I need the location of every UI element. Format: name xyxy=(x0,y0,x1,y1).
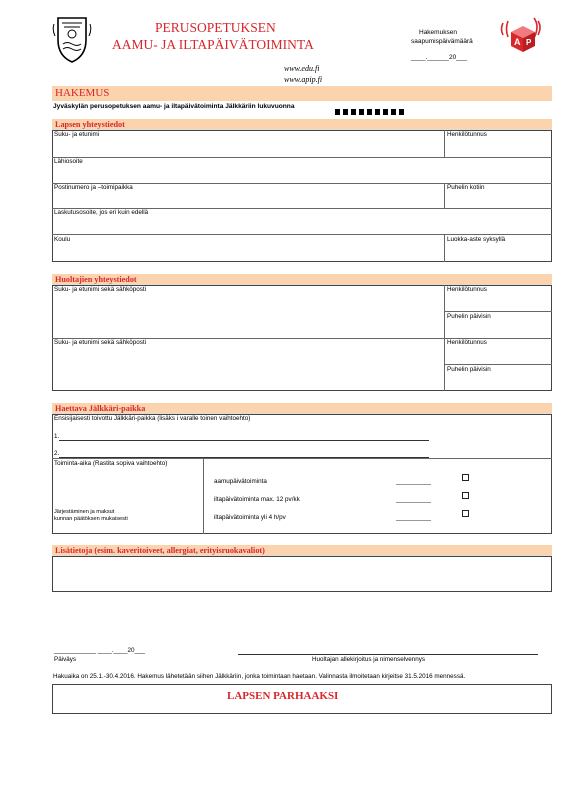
received-date[interactable]: ____.______20___ xyxy=(411,54,468,61)
grade-field[interactable]: Luokka-aste syksyllä xyxy=(447,236,506,243)
received-label-1: Hakemuksen xyxy=(419,29,457,36)
option-afternoon-12-blank: __________ xyxy=(396,496,432,503)
school-year-garbled-glyphs xyxy=(335,103,407,111)
time-label: Toiminta-aika (Rastita sopiva vaihtoehto) xyxy=(54,460,168,467)
choice-1-label: 1. xyxy=(54,433,60,440)
svg-text:A: A xyxy=(514,37,521,47)
guardian1-ssn-field[interactable]: Henkilötunnus xyxy=(447,286,487,293)
divider xyxy=(203,458,204,534)
divider xyxy=(444,234,445,262)
coat-of-arms-logo xyxy=(52,14,92,64)
divider xyxy=(444,285,445,391)
child-postal-field[interactable]: Postinumero ja –toimipaikka xyxy=(54,184,133,191)
guardian1-phone-field[interactable]: Puhelin päivisin xyxy=(447,313,491,320)
choice-2-line[interactable] xyxy=(59,457,429,458)
divider xyxy=(52,234,552,235)
choice-1-line[interactable] xyxy=(59,440,429,441)
divider xyxy=(444,364,552,365)
option-afternoon-12-label: iltapäivätoiminta max. 12 pv/kk xyxy=(214,496,300,503)
school-field[interactable]: Koulu xyxy=(54,236,71,243)
option-afternoon-4h-checkbox[interactable] xyxy=(462,510,469,517)
header-url-edu[interactable]: www.edu.fi xyxy=(284,64,320,73)
date-label: Päiväys xyxy=(54,656,77,663)
deadline-text: Hakuaika on 25.1.-30.4.2016. Hakemus lähetetään siihen Jälkkäriin, jonka toimintaan haetaan. Valinnasta ilmoitetaan kirjeitse 31.5.2016 mennessä. xyxy=(53,673,466,680)
option-morning-label: aamupäivätoiminta xyxy=(214,478,267,485)
note-line-1: Järjestäminen ja maksut xyxy=(54,509,115,515)
billing-address-field[interactable]: Laskutusosoite, jos eri kuin edellä xyxy=(54,209,149,216)
header-title-line2: AAMU- JA ILTAPÄIVÄTOIMINTA xyxy=(112,37,314,52)
section-heading-additional: Lisätietoja (esim. kaveritoiveet, allergiat, erityisruokavaliot) xyxy=(52,545,552,556)
svg-text:P: P xyxy=(526,38,532,47)
option-afternoon-4h-label: iltapäivätoiminta yli 4 h/pv xyxy=(214,514,286,521)
divider xyxy=(52,157,552,158)
choice-2-label: 2. xyxy=(54,450,60,457)
option-afternoon-4h-blank: __________ xyxy=(396,514,432,521)
child-address-field[interactable]: Lähiosoite xyxy=(54,158,83,165)
signature-line[interactable] xyxy=(238,654,538,655)
child-name-field[interactable]: Suku- ja etunimi xyxy=(54,131,100,138)
child-phone-field[interactable]: Puhelin kotiin xyxy=(447,184,485,191)
option-morning-blank: __________ xyxy=(396,478,432,485)
apip-logo-icon xyxy=(500,15,544,57)
divider xyxy=(444,130,445,157)
hakemus-band xyxy=(52,86,552,101)
hakemus-subtitle: Jyväskylän perusopetuksen aamu- ja iltapäivätoiminta Jälkkäriin lukuvuonna xyxy=(53,103,295,110)
footer-slogan: LAPSEN PARHAAKSI xyxy=(227,690,339,702)
guardian2-phone-field[interactable]: Puhelin päivisin xyxy=(447,366,491,373)
note-line-2: kunnan päätöksen mukaisesti xyxy=(54,516,128,522)
guardian1-name-field[interactable]: Suku- ja etunimi sekä sähköposti xyxy=(54,286,147,293)
header-url-apip[interactable]: www.apip.fi xyxy=(284,75,323,84)
divider xyxy=(444,311,552,312)
guardian2-name-field[interactable]: Suku- ja etunimi sekä sähköposti xyxy=(54,339,147,346)
section-heading-guardians: Huoltajien yhteystiedot xyxy=(52,274,552,285)
section-heading-child: Lapsen yhteystiedot xyxy=(52,119,552,130)
header-title-line1: PERUSOPETUKSEN xyxy=(155,20,276,35)
child-ssn-field[interactable]: Henkilötunnus xyxy=(447,131,487,138)
section-heading-placement: Haettava Jälkkäri-paikka xyxy=(52,403,552,414)
option-afternoon-12-checkbox[interactable] xyxy=(462,492,469,499)
hakemus-title: HAKEMUS xyxy=(55,87,110,99)
divider xyxy=(444,183,445,208)
guardian2-ssn-field[interactable]: Henkilötunnus xyxy=(447,339,487,346)
first-choice-label: Ensisijaisesti toivottu Jälkkäri-paikka (lisäks i varalle toinen vaihtoehto) xyxy=(54,415,251,422)
divider xyxy=(52,458,552,459)
additional-info-field[interactable] xyxy=(52,556,552,592)
received-label-2: saapumispäivämäärä xyxy=(411,38,473,45)
option-morning-checkbox[interactable] xyxy=(462,474,469,481)
date-blank[interactable]: ____________ ____.____20___ xyxy=(54,647,146,654)
signature-label: Huoltajan allekirjoitus ja nimenselvennys xyxy=(312,656,426,663)
